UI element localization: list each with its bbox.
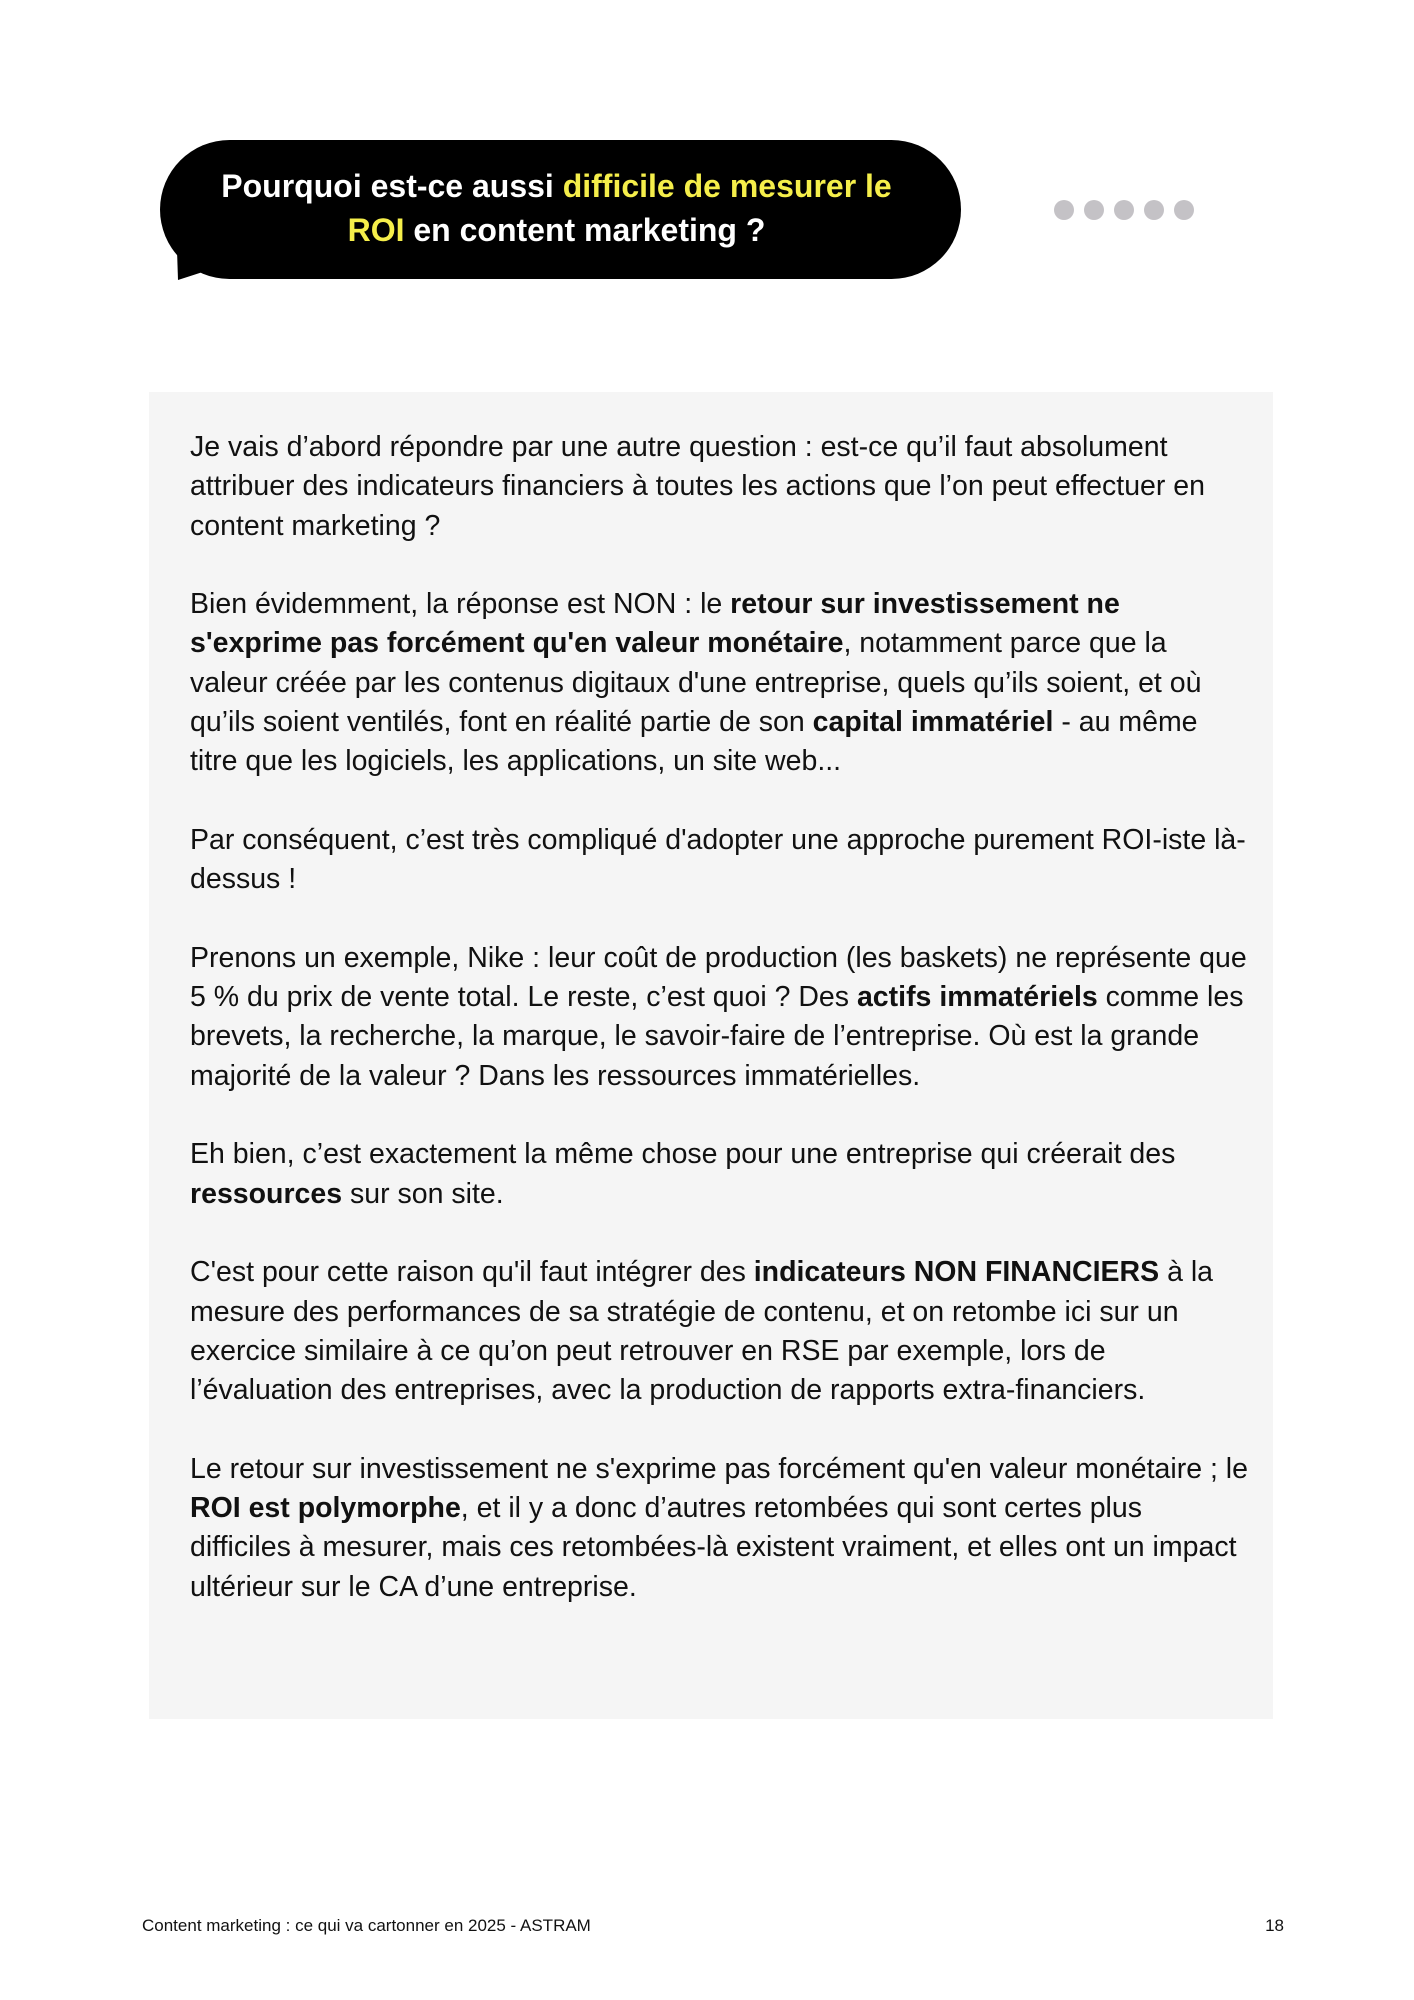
- title-highlight-2: ROI: [347, 212, 405, 248]
- paragraph-2-text-a: Bien évidemment, la réponse est NON : le: [190, 588, 731, 621]
- dot-icon: [1144, 200, 1164, 220]
- paragraph-1-text: Je vais d’abord répondre par une autre question : est-ce qu’il faut absolument attribuer des indicateurs financiers à toutes les actions que l’on peut effectuer en content marketing ?: [190, 431, 1206, 542]
- title-part-1: Pourquoi est-ce aussi: [221, 168, 563, 204]
- paragraph-6-bold-b: indicateurs NON FINANCIERS: [753, 1256, 1160, 1289]
- page-title: [196, 164, 917, 252]
- dot-icon: [1054, 200, 1074, 220]
- paragraph-6-text-a: C'est pour cette raison qu'il faut intégrer des: [190, 1256, 754, 1289]
- paragraph-4: [190, 939, 1250, 1096]
- paragraph-6-text-c: à la mesure des performances de sa stratégie de contenu, et on retombe ici sur un exercice similaire à ce qu’on peut retrouver en RSE par exemple, lors de l’évaluation des entreprises, avec la production de rapports extra-financiers.: [190, 1256, 1214, 1407]
- footer-title: Content marketing : ce qui va cartonner en 2025 - ASTRAM: [142, 1916, 591, 1935]
- paragraph-7: [190, 1450, 1250, 1607]
- paragraph-7-bold-b: ROI est polymorphe: [190, 1492, 461, 1525]
- title-highlight-1: difficile de mesurer le: [562, 168, 892, 204]
- paragraph-4-bold-b: actifs immatériels: [856, 981, 1098, 1014]
- dot-icon: [1114, 200, 1134, 220]
- dot-icon: [1084, 200, 1104, 220]
- paragraph-4-text-c: comme les brevets, la recherche, la marque, le savoir-faire de l’entreprise. Où est la grande majorité de la valeur ? Dans les ressources immatérielles.: [190, 981, 1244, 1092]
- content-text: [190, 428, 1250, 1607]
- paragraph-2-text-e: - au même titre que les logiciels, les applications, un site web...: [190, 706, 1198, 778]
- paragraph-4-text-a: Prenons un exemple, Nike : leur coût de production (les baskets) ne représente que 5 % du prix de vente total. Le reste, c’est quoi ? Des: [190, 941, 1247, 1014]
- paragraph-5-bold-b: ressources: [190, 1177, 343, 1210]
- paragraph-3-text: Par conséquent, c’est très compliqué d'adopter une approche purement ROI-iste là-dessus !: [190, 823, 1246, 896]
- paragraph-7-text-c: , et il y a donc d’autres retombées qui sont certes plus difficiles à mesurer, mais ces retombées-là existent vraiment, et elles ont un impact ultérieur sur le CA d’une entreprise.: [190, 1492, 1237, 1603]
- dot-icon: [1174, 200, 1194, 220]
- paragraph-7-text-a: Le retour sur investissement ne s'exprime pas forcément qu'en valeur monétaire ; le: [190, 1452, 1248, 1485]
- paragraph-2-text-c: , notamment parce que la valeur créée par les contenus digitaux d'une entreprise, quels qu’ils soient, et où qu’ils soient ventilés, font en réalité partie de son: [190, 627, 1202, 739]
- paragraph-5-text-c: sur son site.: [342, 1177, 504, 1210]
- page-number: 18: [1265, 1916, 1284, 1935]
- paragraph-2-bold-d: capital immatériel: [812, 706, 1054, 739]
- paragraph-5-text-a: Eh bien, c’est exactement la même chose pour une entreprise qui créerait des: [190, 1138, 1176, 1171]
- question-bubble: [156, 140, 961, 282]
- paragraph-3: [190, 821, 1250, 900]
- paragraph-1: [190, 428, 1250, 546]
- paragraph-5: [190, 1135, 1250, 1214]
- paragraph-6: [190, 1253, 1250, 1410]
- title-part-2: en content marketing ?: [404, 212, 766, 248]
- paragraph-2-bold-b: retour sur investissement ne s'exprime pas forcément qu'en valeur monétaire: [190, 588, 1120, 660]
- five-dots-icon: [1054, 200, 1194, 220]
- content-box: [149, 392, 1273, 1719]
- paragraph-2: [190, 585, 1250, 781]
